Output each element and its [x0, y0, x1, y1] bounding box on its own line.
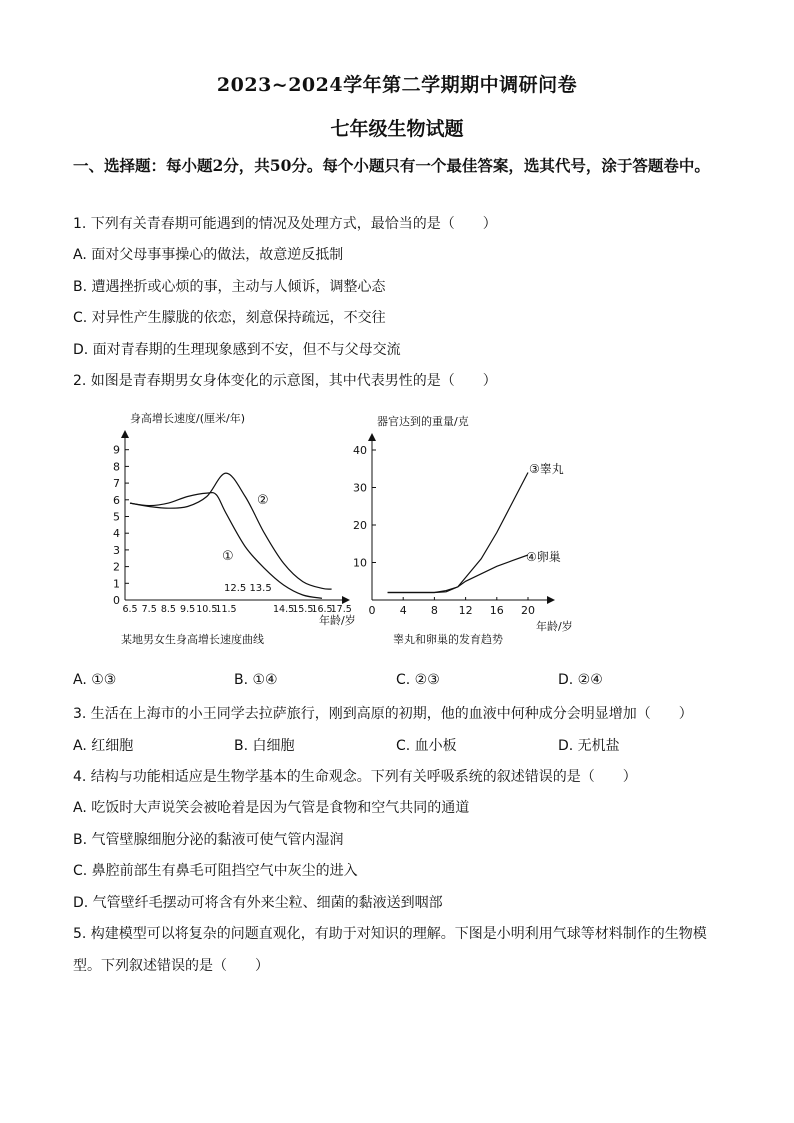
question-1-option-d: D. 面对青春期的生理现象感到不安，但不与父母交流 — [73, 342, 401, 358]
left-x-tick-label: 14.5 — [273, 604, 295, 615]
left-x-tick-label: 9.5 — [180, 604, 196, 615]
right-y-tick-label: 10 — [353, 556, 367, 570]
right-x-axis-arrow — [547, 596, 555, 604]
question-2-option-c: C. ②③ — [396, 672, 440, 688]
left-x-tick-label: 11.5 — [215, 604, 237, 615]
right-x-tick-label: 0 — [368, 604, 376, 617]
question-4-option-a: A. 吃饭时大声说笑会被呛着是因为气管是食物和空气共同的通道 — [73, 800, 470, 816]
question-1-stem: 1. 下列有关青春期可能遇到的情况及处理方式，最恰当的是（ ） — [73, 216, 497, 232]
left-y-axis-arrow — [121, 430, 129, 438]
question-2-figure — [0, 400, 794, 680]
left-y-tick-label: 6 — [113, 493, 120, 507]
left-x-tick-label: 6.5 — [122, 604, 138, 615]
series-label-ovary: ④卵巢 — [526, 550, 561, 564]
left-series-line-2 — [130, 473, 332, 589]
right-x-tick-label: 12 — [458, 604, 473, 617]
left-chart-title: 某地男女生身高增长速度曲线 — [121, 633, 264, 646]
question-3-option-a: A. 红细胞 — [73, 738, 134, 754]
left-x-tick-label: 10.5 — [196, 604, 218, 615]
left-x-axis-label: 年龄/岁 — [319, 614, 356, 627]
right-y-tick-label: 40 — [353, 444, 367, 457]
right-x-tick-label: 4 — [399, 604, 407, 617]
right-y-axis-arrow — [368, 433, 376, 441]
exam-subtitle: 七年级生物试题 — [330, 118, 464, 140]
left-y-tick-label: 1 — [113, 577, 120, 591]
question-3-option-b: B. 白细胞 — [234, 738, 295, 754]
right-y-tick-label: 30 — [353, 481, 367, 495]
series-label-2: ② — [257, 493, 269, 508]
gonad-development-chart — [353, 414, 573, 646]
right-x-tick-label: 20 — [521, 604, 535, 617]
question-4-option-b: B. 气管壁腺细胞分泌的黏液可使气管内湿润 — [73, 832, 344, 848]
section-heading: 一、选择题：每小题2分，共50分。每个小题只有一个最佳答案，选其代号，涂于答题卷中。 — [73, 156, 710, 175]
right-x-axis-label: 年龄/岁 — [536, 620, 573, 633]
right-x-tick-label: 8 — [430, 604, 438, 617]
question-5-stem-line-2: 型。下列叙述错误的是（ ） — [73, 958, 269, 974]
exam-title: 2023~2024学年第二学期期中调研问卷 — [216, 74, 578, 96]
left-y-axis-label: 身高增长速度/(厘米/年) — [130, 412, 245, 425]
left-y-tick-label: 2 — [113, 560, 120, 574]
question-3-stem: 3. 生活在上海市的小王同学去拉萨旅行，刚到高原的初期，他的血液中何种成分会明显增加（ ） — [73, 706, 693, 722]
left-y-tick-label: 8 — [113, 460, 120, 474]
question-5-stem-line-1: 5. 构建模型可以将复杂的问题直观化，有助于对知识的理解。下图是小明利用气球等材料制作的生物模 — [73, 926, 707, 942]
right-chart-title: 睾丸和卵巢的发育趋势 — [393, 633, 503, 646]
height-growth-chart — [113, 411, 356, 646]
question-4-option-d: D. 气管壁纤毛摆动可将含有外来尘粒、细菌的黏液送到咽部 — [73, 895, 443, 911]
left-y-tick-label: 5 — [113, 510, 120, 524]
question-1-option-a: A. 面对父母事事操心的做法，故意逆反抵制 — [73, 247, 344, 263]
series-label-testis: ③睾丸 — [529, 462, 564, 476]
question-4-stem: 4. 结构与功能相适应是生物学基本的生命观念。下列有关呼吸系统的叙述错误的是（ ） — [73, 769, 637, 785]
question-1-option-b: B. 遭遇挫折或心烦的事，主动与人倾诉，调整心态 — [73, 279, 386, 295]
left-y-tick-label: 0 — [113, 594, 120, 607]
right-x-tick-label: 16 — [489, 604, 504, 617]
left-x-tick-label: 15.5 — [292, 604, 314, 615]
right-y-tick-label: 20 — [353, 519, 367, 532]
left-y-tick-label: 3 — [113, 543, 120, 557]
left-y-tick-label: 4 — [113, 527, 120, 541]
right-series-line-2 — [388, 555, 528, 593]
left-y-tick-label: 9 — [113, 443, 120, 457]
left-x-tick-label: 7.5 — [141, 604, 157, 615]
right-series-line-1 — [388, 473, 528, 593]
left-x-annotation: 12.5 13.5 — [224, 583, 272, 594]
question-2-option-a: A. ①③ — [73, 672, 117, 688]
left-y-tick-label: 7 — [113, 477, 120, 491]
question-4-option-c: C. 鼻腔前部生有鼻毛可阻挡空气中灰尘的进入 — [73, 863, 358, 879]
question-3-option-d: D. 无机盐 — [558, 738, 620, 754]
question-2-option-d: D. ②④ — [558, 672, 603, 688]
question-1-option-c: C. 对异性产生朦胧的依恋，刻意保持疏远，不交往 — [73, 310, 386, 326]
right-y-axis-label: 器官达到的重量/克 — [377, 415, 469, 428]
left-x-axis-arrow — [342, 596, 350, 604]
left-x-tick-label: 17.5 — [330, 604, 352, 615]
question-2-stem: 2. 如图是青春期男女身体变化的示意图，其中代表男性的是（ ） — [73, 373, 497, 389]
question-3-option-c: C. 血小板 — [396, 738, 457, 754]
question-2-option-b: B. ①④ — [234, 672, 278, 688]
series-label-1: ① — [222, 549, 234, 564]
left-x-tick-label: 8.5 — [160, 604, 176, 615]
left-x-tick-label: 16.5 — [311, 604, 333, 615]
